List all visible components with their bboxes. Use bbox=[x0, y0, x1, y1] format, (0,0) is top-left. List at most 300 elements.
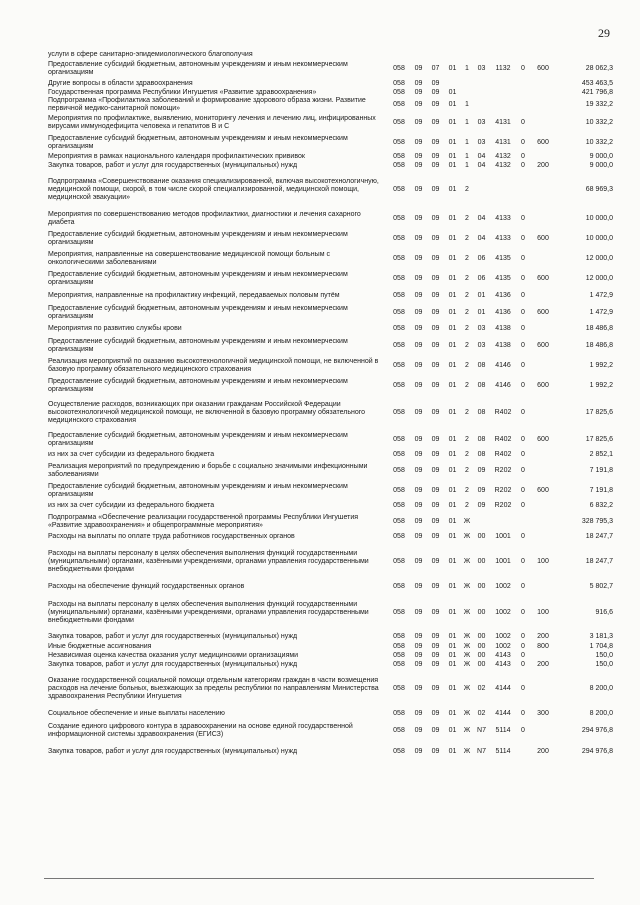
subsection-code: 09 bbox=[431, 652, 440, 660]
table-row bbox=[48, 742, 613, 762]
subsection-code: 09 bbox=[431, 153, 440, 161]
subsection-code: 09 bbox=[431, 557, 440, 565]
table-row bbox=[48, 720, 613, 742]
activity-code bbox=[473, 512, 490, 532]
expense-type-code: 600 bbox=[537, 341, 549, 349]
row-name: Закупка товаров, работ и услуг для государственных (муниципальных) нужд bbox=[48, 661, 298, 669]
subsection-code: 07 bbox=[431, 65, 440, 73]
budget-table bbox=[48, 50, 613, 762]
program-code: 01 bbox=[448, 684, 457, 692]
subprogram-code: Ж bbox=[463, 533, 471, 541]
row-name: Закупка товаров, работ и услуг для государственных (муниципальных) нужд bbox=[48, 633, 298, 641]
subprogram-code: 1 bbox=[465, 100, 469, 108]
program-code: 01 bbox=[448, 709, 457, 717]
ministry-code: 058 bbox=[393, 79, 405, 87]
subprogram-code: Ж bbox=[463, 608, 471, 616]
amount: 8 200,0 bbox=[589, 709, 613, 717]
expense-type-code: 800 bbox=[537, 643, 549, 651]
subprogram-code: 2 bbox=[465, 185, 469, 193]
subsection-code: 09 bbox=[431, 138, 440, 146]
section-code bbox=[410, 50, 427, 59]
ministry-code: 058 bbox=[393, 361, 405, 369]
program-code: 01 bbox=[448, 65, 457, 73]
amount: 294 976,8 bbox=[581, 747, 613, 755]
program-code bbox=[444, 50, 461, 59]
section-code: 09 bbox=[414, 138, 423, 146]
row-name: Оказание государственной социальной помощи отдельным категориям граждан в части возмещения расходов на лечение больных, выезжающих за пределы республики по направлениям Министерства здравоохранения Республики Ингушетия bbox=[48, 676, 379, 700]
extra-code: 0 bbox=[521, 684, 525, 692]
activity-code: 03 bbox=[477, 118, 486, 126]
program-code: 01 bbox=[448, 153, 457, 161]
table-row bbox=[48, 396, 613, 430]
section-code: 09 bbox=[414, 684, 423, 692]
amount: 1 472,9 bbox=[589, 308, 613, 316]
section-code: 09 bbox=[414, 325, 423, 333]
activity-code: 03 bbox=[477, 138, 486, 146]
row-name: Независимая оценка качества оказания услуг медицинскими организациями bbox=[48, 652, 299, 660]
extra-code: 0 bbox=[521, 726, 525, 734]
extra-code: 0 bbox=[521, 214, 525, 222]
program-code: 01 bbox=[448, 162, 457, 170]
activity-code: 08 bbox=[477, 451, 486, 459]
ministry-code: 058 bbox=[393, 502, 405, 510]
section-code: 09 bbox=[414, 234, 423, 242]
ministry-code: 058 bbox=[393, 747, 405, 755]
expense-type-code bbox=[530, 670, 556, 708]
row-name: Иные бюджетные ассигнования bbox=[48, 643, 152, 651]
activity-code: 06 bbox=[477, 274, 486, 282]
extra-code: 0 bbox=[521, 325, 525, 333]
extra-code: 0 bbox=[521, 65, 525, 73]
extra-code bbox=[516, 79, 530, 88]
expense-type-code bbox=[530, 50, 556, 59]
row-name: Другие вопросы в области здравоохранения bbox=[48, 79, 193, 87]
subsection-code: 09 bbox=[431, 486, 440, 494]
expense-type-code bbox=[530, 450, 556, 461]
program-code: 01 bbox=[448, 185, 457, 193]
expense-type-code bbox=[530, 720, 556, 742]
subsection-code: 09 bbox=[431, 517, 440, 525]
table-row bbox=[48, 461, 613, 481]
amount: 1 472,9 bbox=[589, 291, 613, 299]
amount: 10 000,0 bbox=[585, 214, 613, 222]
section-code: 09 bbox=[414, 361, 423, 369]
amount: 150,0 bbox=[595, 652, 613, 660]
extra-code bbox=[516, 171, 530, 209]
subprogram-code: 2 bbox=[465, 502, 469, 510]
extra-code: 0 bbox=[521, 502, 525, 510]
activity-code: 02 bbox=[477, 709, 486, 717]
extra-code: 0 bbox=[521, 381, 525, 389]
program-code: 01 bbox=[448, 361, 457, 369]
section-code: 09 bbox=[414, 726, 423, 734]
direction-code: 1002 bbox=[495, 608, 511, 616]
ministry-code: 058 bbox=[393, 291, 405, 299]
subsection-code: 09 bbox=[431, 709, 440, 717]
table-row bbox=[48, 632, 613, 643]
program-code: 01 bbox=[448, 517, 457, 525]
program-code: 01 bbox=[448, 341, 457, 349]
subsection-code: 09 bbox=[431, 185, 440, 193]
subsection-code: 09 bbox=[431, 633, 440, 641]
table-row bbox=[48, 430, 613, 450]
subsection-code: 09 bbox=[431, 214, 440, 222]
subsection-code: 09 bbox=[431, 608, 440, 616]
subsection-code: 09 bbox=[431, 118, 440, 126]
direction-code bbox=[490, 88, 516, 97]
amount: 328 795,3 bbox=[581, 517, 613, 525]
row-name: Социальное обеспечение и иные выплаты населению bbox=[48, 709, 225, 717]
row-name: Подпрограмма «Совершенствование оказания специализированной, включая высокотехнологичную, медицинской помощи, скорой, в том числе скорой специализированной, медицинской помощи, медицинской эвакуации» bbox=[48, 177, 379, 201]
amount: 2 852,1 bbox=[589, 451, 613, 459]
subprogram-code: 2 bbox=[465, 234, 469, 242]
direction-code: 4132 bbox=[495, 162, 511, 170]
table-row bbox=[48, 708, 613, 720]
row-name: Мероприятия, направленные на совершенствование медицинской помощи больным с онкологическими заболеваниями bbox=[48, 250, 330, 266]
subprogram-code: Ж bbox=[463, 583, 471, 591]
section-code: 09 bbox=[414, 533, 423, 541]
ministry-code: 058 bbox=[393, 608, 405, 616]
row-name: Предоставление субсидий бюджетным, автономным учреждениям и иным некоммерческим организациям bbox=[48, 304, 348, 320]
subprogram-code: 2 bbox=[465, 451, 469, 459]
direction-code: 4143 bbox=[495, 652, 511, 660]
subprogram-code: 2 bbox=[465, 341, 469, 349]
expense-type-code: 600 bbox=[537, 308, 549, 316]
expense-type-code bbox=[530, 97, 556, 113]
subprogram-code bbox=[461, 88, 473, 97]
amount: 453 463,5 bbox=[581, 79, 613, 87]
extra-code: 0 bbox=[521, 451, 525, 459]
row-name: Мероприятия, направленные на профилактику инфекций, передаваемых половым путём bbox=[48, 291, 340, 299]
row-name: Мероприятия по развитию службы крови bbox=[48, 325, 182, 333]
row-name: Предоставление субсидий бюджетным, автономным учреждениям и иным некоммерческим организациям bbox=[48, 61, 348, 76]
activity-code: 08 bbox=[477, 408, 486, 416]
ministry-code: 058 bbox=[393, 65, 405, 73]
direction-code: 4135 bbox=[495, 254, 511, 262]
activity-code: 09 bbox=[477, 466, 486, 474]
table-row bbox=[48, 153, 613, 162]
subsection-code: 09 bbox=[431, 274, 440, 282]
ministry-code: 058 bbox=[393, 435, 405, 443]
activity-code: 00 bbox=[477, 557, 486, 565]
table-row bbox=[48, 133, 613, 153]
table-row bbox=[48, 171, 613, 209]
activity-code: 03 bbox=[477, 325, 486, 333]
direction-code bbox=[490, 50, 516, 59]
direction-code: 1002 bbox=[495, 583, 511, 591]
table-row bbox=[48, 209, 613, 229]
row-name: Предоставление субсидий бюджетным, автономным учреждениям и иным некоммерческим организациям bbox=[48, 431, 348, 447]
extra-code bbox=[516, 742, 530, 762]
direction-code: 1002 bbox=[495, 633, 511, 641]
expense-type-code: 100 bbox=[537, 608, 549, 616]
activity-code: 00 bbox=[477, 652, 486, 660]
direction-code: 4133 bbox=[495, 234, 511, 242]
direction-code bbox=[490, 512, 516, 532]
ministry-code: 058 bbox=[393, 684, 405, 692]
amount: 421 796,8 bbox=[581, 88, 613, 96]
subsection-code: 09 bbox=[431, 162, 440, 170]
extra-code: 0 bbox=[521, 643, 525, 651]
section-code: 09 bbox=[414, 633, 423, 641]
extra-code: 0 bbox=[521, 557, 525, 565]
amount: 9 000,0 bbox=[589, 162, 613, 170]
ministry-code: 058 bbox=[393, 325, 405, 333]
extra-code: 0 bbox=[521, 435, 525, 443]
section-code: 09 bbox=[414, 153, 423, 161]
extra-code: 0 bbox=[521, 254, 525, 262]
subprogram-code: 2 bbox=[465, 254, 469, 262]
extra-code: 0 bbox=[521, 138, 525, 146]
amount: 6 832,2 bbox=[589, 502, 613, 510]
ministry-code: 058 bbox=[393, 162, 405, 170]
subsection-code: 09 bbox=[431, 466, 440, 474]
subprogram-code: 2 bbox=[465, 466, 469, 474]
expense-type-code bbox=[530, 396, 556, 430]
table-row bbox=[48, 481, 613, 501]
extra-code bbox=[516, 97, 530, 113]
subsection-code: 09 bbox=[431, 291, 440, 299]
activity-code: 08 bbox=[477, 361, 486, 369]
section-code: 09 bbox=[414, 608, 423, 616]
expense-type-code bbox=[530, 356, 556, 376]
activity-code: 08 bbox=[477, 435, 486, 443]
ministry-code bbox=[388, 50, 410, 59]
direction-code: 4138 bbox=[495, 341, 511, 349]
direction-code bbox=[490, 97, 516, 113]
activity-code: 09 bbox=[477, 502, 486, 510]
extra-code: 0 bbox=[521, 633, 525, 641]
amount: 7 191,8 bbox=[589, 466, 613, 474]
ministry-code: 058 bbox=[393, 254, 405, 262]
row-name: Реализация мероприятий по предупреждению и борьбе с социально значимыми инфекционными заболеваниями bbox=[48, 462, 368, 478]
extra-code: 0 bbox=[521, 466, 525, 474]
extra-code: 0 bbox=[521, 162, 525, 170]
activity-code: N7 bbox=[477, 726, 486, 734]
subprogram-code: 2 bbox=[465, 408, 469, 416]
ministry-code: 058 bbox=[393, 533, 405, 541]
program-code: 01 bbox=[448, 118, 457, 126]
subprogram-code: 2 bbox=[465, 435, 469, 443]
subsection-code: 09 bbox=[431, 726, 440, 734]
extra-code: 0 bbox=[521, 234, 525, 242]
extra-code bbox=[516, 88, 530, 97]
ministry-code: 058 bbox=[393, 486, 405, 494]
subprogram-code: 2 bbox=[465, 274, 469, 282]
activity-code: 02 bbox=[477, 684, 486, 692]
extra-code: 0 bbox=[521, 533, 525, 541]
subsection-code: 09 bbox=[431, 325, 440, 333]
ministry-code: 058 bbox=[393, 308, 405, 316]
direction-code: 1001 bbox=[495, 533, 511, 541]
expense-type-code bbox=[530, 171, 556, 209]
program-code: 01 bbox=[448, 291, 457, 299]
amount: 1 992,2 bbox=[589, 361, 613, 369]
amount: 7 191,8 bbox=[589, 486, 613, 494]
direction-code: 4133 bbox=[495, 214, 511, 222]
expense-type-code: 100 bbox=[537, 557, 549, 565]
expense-type-code bbox=[530, 532, 556, 543]
subprogram-code: Ж bbox=[463, 557, 471, 565]
subprogram-code: Ж bbox=[463, 661, 471, 669]
table-row bbox=[48, 376, 613, 396]
row-name: услуги в сфере санитарно-эпидемиологического благополучия bbox=[48, 50, 253, 58]
row-name: Предоставление субсидий бюджетным, автономным учреждениям и иным некоммерческим организациям bbox=[48, 230, 348, 246]
extra-code: 0 bbox=[521, 274, 525, 282]
subsection-code: 09 bbox=[431, 502, 440, 510]
ministry-code: 058 bbox=[393, 153, 405, 161]
extra-code: 0 bbox=[521, 408, 525, 416]
activity-code: 00 bbox=[477, 583, 486, 591]
row-name: Закупка товаров, работ и услуг для государственных (муниципальных) нужд bbox=[48, 747, 298, 755]
table-row bbox=[48, 543, 613, 581]
table-row bbox=[48, 249, 613, 269]
table-row bbox=[48, 501, 613, 512]
direction-code bbox=[490, 79, 516, 88]
expense-type-code: 600 bbox=[537, 381, 549, 389]
subsection-code: 09 bbox=[431, 361, 440, 369]
expense-type-code bbox=[530, 113, 556, 133]
activity-code: 01 bbox=[477, 291, 486, 299]
direction-code: 4146 bbox=[495, 381, 511, 389]
ministry-code: 058 bbox=[393, 583, 405, 591]
direction-code: 5114 bbox=[495, 726, 511, 734]
program-code: 01 bbox=[448, 308, 457, 316]
direction-code: R202 bbox=[494, 502, 512, 510]
table-row bbox=[48, 50, 613, 59]
activity-code: 04 bbox=[477, 162, 486, 170]
ministry-code: 058 bbox=[393, 100, 405, 108]
subprogram-code: Ж bbox=[463, 633, 471, 641]
section-code: 09 bbox=[414, 643, 423, 651]
table-row bbox=[48, 113, 613, 133]
row-name: Закупка товаров, работ и услуг для государственных (муниципальных) нужд bbox=[48, 162, 298, 170]
ministry-code: 058 bbox=[393, 234, 405, 242]
row-name: Мероприятия по профилактике, выявлению, мониторингу лечения и лечению лиц, инфицированных вирусами иммунодефицита человека и гепатитов В и С bbox=[48, 114, 376, 130]
subprogram-code: 2 bbox=[465, 291, 469, 299]
program-code: 01 bbox=[448, 661, 457, 669]
expense-type-code: 600 bbox=[537, 65, 549, 73]
activity-code: 04 bbox=[477, 153, 486, 161]
direction-code: 1002 bbox=[495, 643, 511, 651]
direction-code: 4144 bbox=[495, 709, 511, 717]
activity-code: 00 bbox=[477, 643, 486, 651]
ministry-code: 058 bbox=[393, 138, 405, 146]
section-code: 09 bbox=[414, 408, 423, 416]
amount: 1 992,2 bbox=[589, 381, 613, 389]
row-name: Мероприятия в рамках национального календаря профилактических прививок bbox=[48, 153, 305, 161]
expense-type-code: 300 bbox=[537, 709, 549, 717]
table-row bbox=[48, 661, 613, 670]
expense-type-code bbox=[530, 289, 556, 303]
direction-code: 4138 bbox=[495, 325, 511, 333]
amount: 19 332,2 bbox=[585, 100, 613, 108]
extra-code bbox=[516, 512, 530, 532]
activity-code: 01 bbox=[477, 308, 486, 316]
section-code: 09 bbox=[414, 254, 423, 262]
program-code: 01 bbox=[448, 466, 457, 474]
direction-code: 4144 bbox=[495, 684, 511, 692]
subprogram-code: Ж bbox=[463, 652, 471, 660]
subsection-code: 09 bbox=[431, 747, 440, 755]
activity-code: 08 bbox=[477, 381, 486, 389]
amount: 294 976,8 bbox=[581, 726, 613, 734]
amount: 12 000,0 bbox=[585, 254, 613, 262]
ministry-code: 058 bbox=[393, 451, 405, 459]
expense-type-code bbox=[530, 249, 556, 269]
activity-code: 03 bbox=[477, 341, 486, 349]
expense-type-code bbox=[530, 79, 556, 88]
amount: 17 825,6 bbox=[585, 408, 613, 416]
section-code: 09 bbox=[414, 214, 423, 222]
section-code: 09 bbox=[414, 486, 423, 494]
section-code: 09 bbox=[414, 274, 423, 282]
section-code: 09 bbox=[414, 100, 423, 108]
subsection-code bbox=[427, 50, 444, 59]
direction-code: 4136 bbox=[495, 291, 511, 299]
direction-code: 4146 bbox=[495, 361, 511, 369]
amount: 68 969,3 bbox=[585, 185, 613, 193]
program-code: 01 bbox=[448, 747, 457, 755]
bottom-rule bbox=[44, 878, 594, 879]
expense-type-code: 600 bbox=[537, 138, 549, 146]
section-code: 09 bbox=[414, 88, 423, 96]
section-code: 09 bbox=[414, 118, 423, 126]
section-code: 09 bbox=[414, 652, 423, 660]
expense-type-code: 200 bbox=[537, 661, 549, 669]
amount: 18 486,8 bbox=[585, 325, 613, 333]
expense-type-code: 200 bbox=[537, 633, 549, 641]
table-row bbox=[48, 269, 613, 289]
section-code: 09 bbox=[414, 79, 423, 87]
ministry-code: 058 bbox=[393, 633, 405, 641]
activity-code bbox=[473, 97, 490, 113]
ministry-code: 058 bbox=[393, 185, 405, 193]
amount: 12 000,0 bbox=[585, 274, 613, 282]
amount: 10 000,0 bbox=[585, 234, 613, 242]
activity-code: 03 bbox=[477, 65, 486, 73]
subprogram-code: 2 bbox=[465, 486, 469, 494]
row-name: из них за счет субсидии из федерального бюджета bbox=[48, 451, 215, 459]
section-code: 09 bbox=[414, 747, 423, 755]
program-code: 01 bbox=[448, 381, 457, 389]
amount: 18 247,7 bbox=[585, 557, 613, 565]
section-code: 09 bbox=[414, 162, 423, 170]
subsection-code: 09 bbox=[431, 254, 440, 262]
extra-code: 0 bbox=[521, 361, 525, 369]
amount: 1 704,8 bbox=[589, 643, 613, 651]
direction-code: 4132 bbox=[495, 153, 511, 161]
program-code: 01 bbox=[448, 138, 457, 146]
amount: 5 802,7 bbox=[589, 583, 613, 591]
activity-code: N7 bbox=[477, 747, 486, 755]
section-code: 09 bbox=[414, 65, 423, 73]
subprogram-code: Ж bbox=[463, 517, 471, 525]
ministry-code: 058 bbox=[393, 652, 405, 660]
direction-code: 4131 bbox=[495, 118, 511, 126]
direction-code: 5114 bbox=[495, 747, 511, 755]
row-name: Предоставление субсидий бюджетным, автономным учреждениям и иным некоммерческим организациям bbox=[48, 377, 348, 393]
expense-type-code: 200 bbox=[537, 162, 549, 170]
table-row bbox=[48, 643, 613, 652]
amount: 28 062,3 bbox=[585, 65, 613, 73]
extra-code: 0 bbox=[521, 661, 525, 669]
row-name: Предоставление субсидий бюджетным, автономным учреждениям и иным некоммерческим организациям bbox=[48, 482, 348, 498]
table-row bbox=[48, 532, 613, 543]
activity-code bbox=[473, 171, 490, 209]
extra-code bbox=[516, 50, 530, 59]
subprogram-code: Ж bbox=[463, 684, 471, 692]
